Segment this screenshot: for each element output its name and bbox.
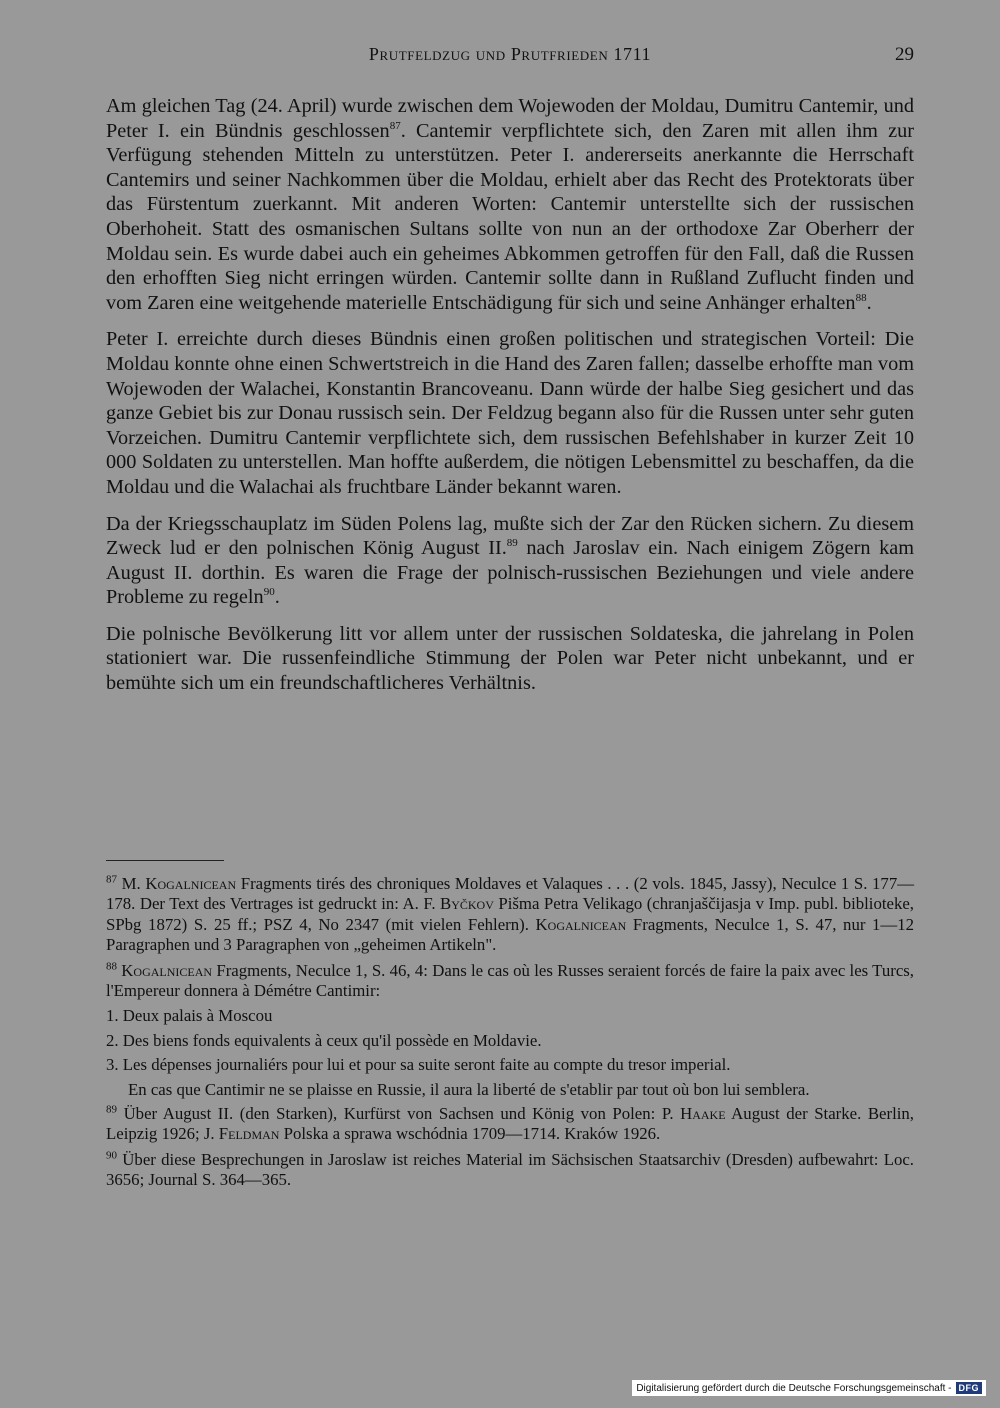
footnote-87 [106, 874, 914, 956]
digitization-credit [632, 1380, 986, 1396]
footnote-number: 87 [106, 873, 117, 886]
author-name: Feldman [218, 1124, 280, 1144]
author-name: M. Kogalnicean [121, 874, 237, 893]
running-head: Prutfeldzug und Prutfrieden 1711 [368, 44, 652, 64]
author-name: Haake [680, 1104, 726, 1124]
footnote-ref-88: 88 [855, 291, 867, 304]
paragraph-3-text-c: . [274, 586, 280, 609]
footnote-text: Fragments, Neculce 1, S. 46, 4: Dans le cas où les Russes seraient forcés de faire la paix avec les Turcs, l'Empereur donnera à Démétre Cantimir: [106, 960, 914, 1001]
paragraph-1 [106, 94, 914, 315]
footnote-text: Über August II. (den Starken), Kurfürst von Sachsen und König von Polen: P. [117, 1104, 681, 1124]
footnote-text: Fragments tirés des chroniques Moldaves et Valaques . . . (2 vols. 1845, Jassy), Neculce 1 S. 177—178. Der Text des Vertrages ist gedruckt in: A. F. [106, 874, 914, 914]
footnote-89 [106, 1104, 914, 1145]
paragraph-1-text-a: Am gleichen Tag (24. April) wurde zwischen dem Wojewoden der Moldau, Dumitru Cantemir, und Peter I. ein Bündnis geschlossen [106, 95, 914, 142]
paragraph-1-text-c: . [866, 291, 872, 314]
paragraph-1-text-b: . Cantemir verpflichtete sich, den Zaren mit allen ihm zur Verfügung stehenden Mitteln zu unterstützen. Peter I. andererseits anerkannte die Herrschaft Cantemirs und seiner Nachkommen über die Moldau, erhielt aber das Recht des Protektorats über das Fürstentum zuerkannt. Mit anderen Worten: Cantemir unterstellte sich der russischen Oberhoheit. Statt des osmanischen Sultans sollte von nun an der orthodoxe Zar Oberherr der Moldau sein. Es wurde dabei auch ein geheimes Abkommen getroffen für den Fall, daß die Russen den erhofften Sieg nicht erringen würden. Cantemir sollte dann in Rußland Zuflucht finden und vom Zaren eine weitgehende materielle Entschädigung für sich und seine Anhänger erhalten [106, 119, 914, 314]
page-number: 29 [895, 44, 914, 65]
footnote-ref-90: 90 [263, 586, 275, 599]
footnote-number: 88 [106, 960, 117, 973]
footnotes [106, 874, 914, 1196]
page-header [106, 44, 914, 70]
author-name: Kogalnicean [535, 914, 627, 934]
footnote-88-closing: En cas que Cantimir ne se plaisse en Russie, il aura la liberté de s'etablir par tout où bon lui semblera. [128, 1079, 810, 1099]
footnote-88-item-3: 3. Les dépenses journaliérs pour lui et pour sa suite seront faite au compte du tresor imperial. [106, 1055, 731, 1075]
footnote-90 [106, 1150, 914, 1191]
paragraph-3-text-b: nach Jaroslav ein. Nach einigem Zögern kam August II. dorthin. Es waren die Frage der polnisch-russischen Beziehungen und viele andere Probleme zu regeln [106, 537, 914, 609]
paragraph-4: Die polnische Bevölkerung litt vor allem unter der russischen Soldateska, die jahrelang in Polen stationiert war. Die russenfeindliche Stimmung der Polen war Peter nicht unbekannt, und er bemühte sich um ein freundschaftlicheres Verhältnis. [106, 622, 914, 695]
author-name: Byčkov [440, 894, 494, 914]
footnote-text: Fragments, Neculce 1, S. 47, nur 1—12 Paragraphen und 3 Paragraphen von „geheimen Artikeln". [106, 914, 914, 955]
dfg-logo-icon: DFG [956, 1382, 983, 1394]
author-name: Kogalnicean [121, 960, 213, 980]
paragraph-3-text-a: Da der Kriegsschauplatz im Süden Polens lag, mußte sich der Zar den Rücken sichern. Zu diesem Zweck lud er den polnischen König August II. [106, 512, 914, 560]
footnote-88-item-1: 1. Deux palais à Moscou [106, 1006, 273, 1026]
paragraph-2: Peter I. erreichte durch dieses Bündnis einen großen politischen und strategischen Vorteil: Die Moldau konnte ohne einen Schwertstreich in die Hand des Zaren fallen; dasselbe erhoffte man vom Wojewoden der Walachei, Konstantin Brancoveanu. Dann würde der halbe Sieg gesichert und das ganze Gebiet bis zur Donau russisch sein. Der Feldzug begann also für die Russen unter sehr guten Vorzeichen. Dumitru Cantemir verpflichtete sich, dem russischen Befehlshaber in kurzer Zeit 10 000 Soldaten zu unterstellen. Man hoffte außerdem, die nötigen Lebensmittel zu beschaffen, da die Moldau und die Walachai als fruchtbare Länder bekannt waren. [106, 328, 914, 498]
footnote-ref-89: 89 [506, 537, 518, 550]
footnote-text: August der Starke. Berlin, Leipzig 1926; J. [106, 1104, 914, 1144]
paragraph-3 [106, 512, 914, 610]
footnote-ref-87: 87 [389, 119, 401, 132]
footnote-text: Über diese Besprechungen in Jaroslaw ist reiches Material im Sächsischen Staatsarchiv (Dresden) aufbewahrt: Loc. 3656; Journal S. 364—365. [106, 1149, 914, 1190]
footnote-divider [106, 860, 224, 861]
footnote-88 [106, 961, 914, 1002]
footnote-number: 90 [106, 1149, 117, 1162]
footnote-text: Polska a sprawa wschódnia 1709—1714. Kraków 1926. [279, 1124, 661, 1144]
footnote-text: Pišma Petra Velikago (chranjaščijasja v Imp. publ. biblioteke, SPbg 1872) S. 25 ff.; PSZ 4, No 2347 (mit vielen Fehlern). [106, 894, 914, 934]
footnote-number: 89 [106, 1103, 117, 1116]
main-text [106, 94, 914, 708]
footnote-88-item-2: 2. Des biens fonds equivalents à ceux qu'il possède en Moldavie. [106, 1030, 542, 1050]
digitization-credit-text: Digitalisierung gefördert durch die Deutsche Forschungsgemeinschaft - [636, 1382, 952, 1394]
